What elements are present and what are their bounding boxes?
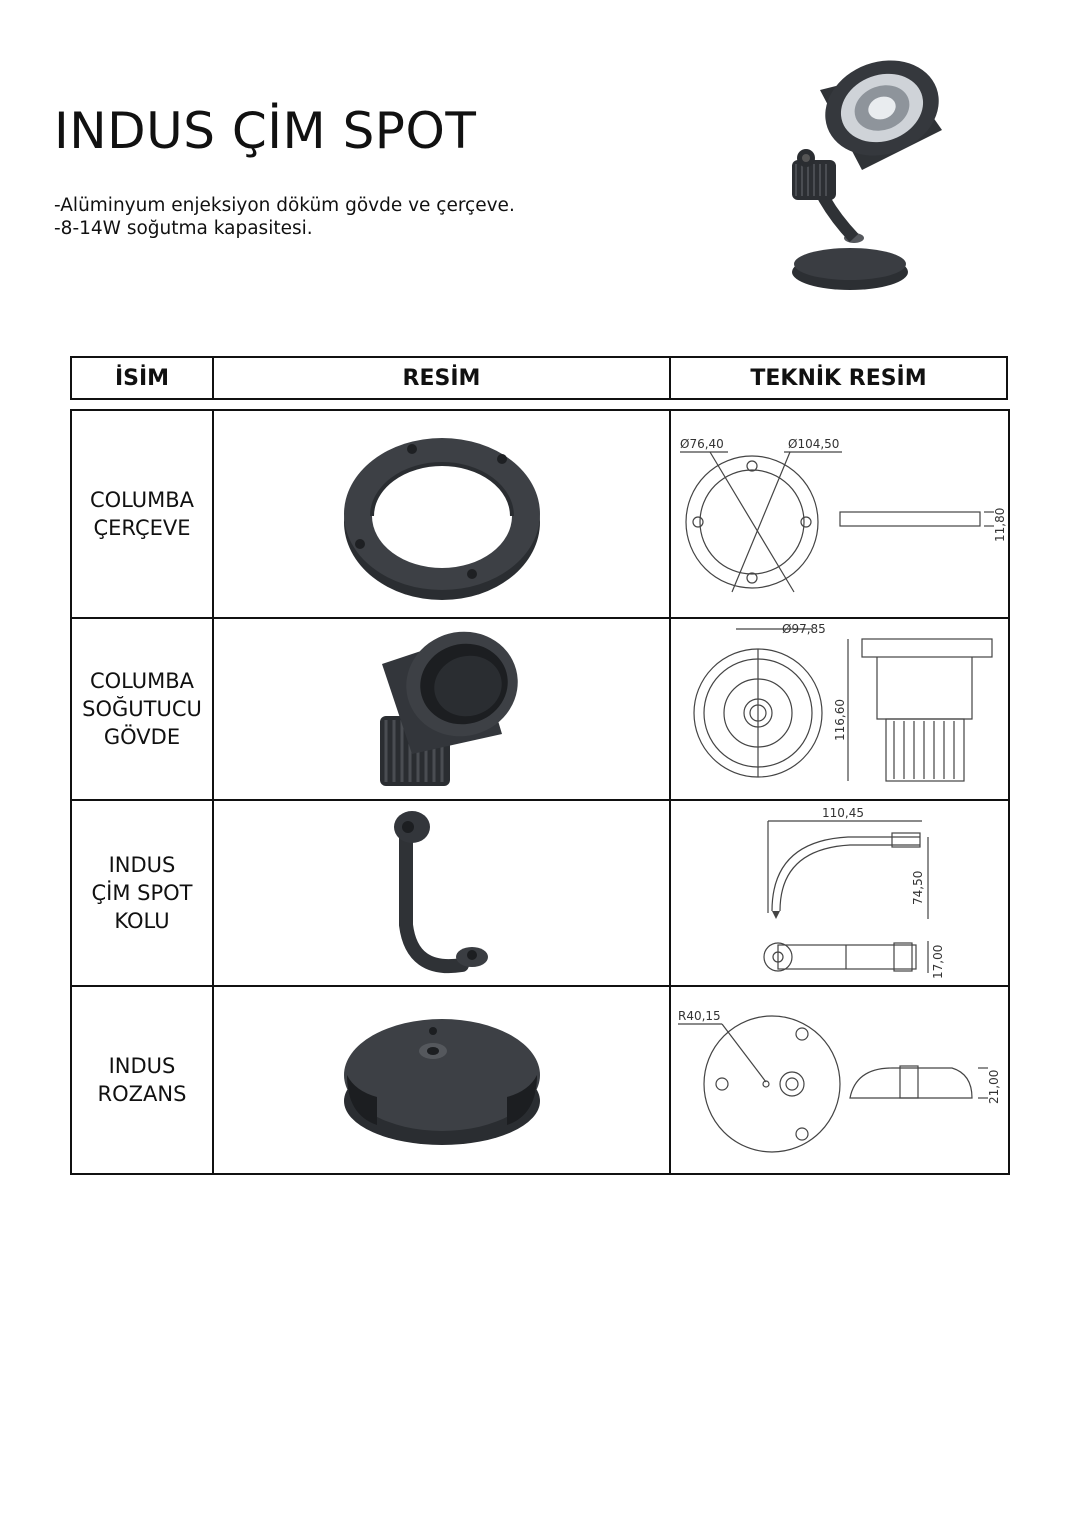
dimension-label: 11,80 bbox=[992, 507, 1007, 542]
dimension-label: Ø104,50 bbox=[787, 437, 839, 451]
frame-image bbox=[332, 424, 552, 604]
frame-technical-drawing bbox=[672, 414, 1008, 614]
description-line: -Alüminyum enjeksiyon döküm gövde ve çerçeve. bbox=[54, 195, 515, 216]
dimension-label: 74,50 bbox=[910, 870, 925, 905]
table-row bbox=[72, 801, 1008, 987]
page-title: INDUS ÇİM SPOT bbox=[54, 102, 477, 160]
dimension-label: 110,45 bbox=[821, 806, 864, 820]
dimension-label: 17,00 bbox=[930, 944, 945, 979]
table-row bbox=[72, 987, 1008, 1173]
technical-drawing-cell bbox=[671, 801, 1008, 985]
dimension-label: Ø76,40 bbox=[679, 437, 724, 451]
part-name: COLUMBA ÇERÇEVE bbox=[72, 411, 214, 617]
column-header-technical: TEKNİK RESİM bbox=[750, 365, 927, 391]
part-name: INDUS ÇİM SPOT KOLU bbox=[72, 801, 214, 985]
column-header-name: İSİM bbox=[72, 358, 214, 398]
table-header bbox=[70, 356, 1008, 400]
column-header-image: RESİM bbox=[214, 358, 671, 398]
arm-image bbox=[372, 805, 512, 981]
technical-drawing-cell bbox=[671, 411, 1008, 617]
part-image-cell bbox=[214, 619, 671, 799]
part-image-cell bbox=[214, 801, 671, 985]
dimension-label: 21,00 bbox=[986, 1069, 1001, 1104]
dimension-label: 116,60 bbox=[832, 699, 847, 741]
parts-table bbox=[70, 409, 1010, 1175]
technical-drawing-cell bbox=[671, 987, 1008, 1173]
part-image-cell bbox=[214, 987, 671, 1173]
rozans-image bbox=[337, 1005, 547, 1155]
part-image-cell bbox=[214, 411, 671, 617]
part-name: COLUMBA SOĞUTUCU GÖVDE bbox=[72, 619, 214, 799]
dimension-label: R40,15 bbox=[677, 1009, 721, 1023]
description-line: -8-14W soğutma kapasitesi. bbox=[54, 218, 313, 239]
part-name: INDUS ROZANS bbox=[72, 987, 214, 1173]
heatsink-image bbox=[352, 624, 532, 794]
heatsink-technical-drawing bbox=[672, 619, 1008, 799]
rozans-technical-drawing bbox=[672, 988, 1008, 1172]
description bbox=[54, 194, 515, 240]
arm-technical-drawing bbox=[672, 801, 1008, 985]
table-row bbox=[72, 619, 1008, 801]
technical-drawing-cell bbox=[671, 619, 1008, 799]
product-hero-image bbox=[770, 50, 970, 300]
dimension-label: Ø97,85 bbox=[781, 622, 826, 636]
table-row bbox=[72, 411, 1008, 619]
